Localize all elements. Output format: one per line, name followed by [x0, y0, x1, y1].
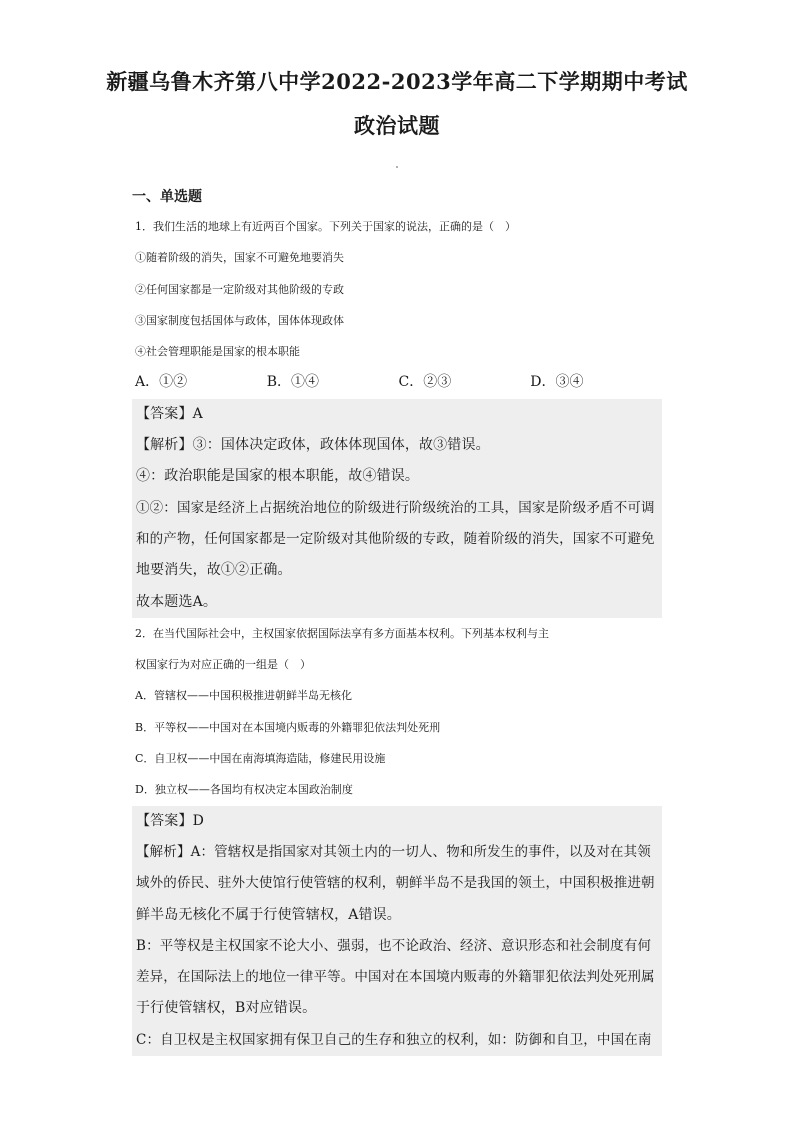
analysis-line: C：自卫权是主权国家拥有保卫自己的生存和独立的权利，如：防御和自卫，中国在南	[136, 1031, 652, 1048]
answer-line	[136, 806, 658, 837]
option-a: A．管辖权——中国积极推进朝鲜半岛无核化	[135, 689, 352, 703]
option-c: C．②③	[398, 374, 452, 391]
analysis-line: 差异，在国际法上的地位一律平等。中国对在本国境内贩毒的外籍罪犯依法判处死刑属	[136, 969, 655, 986]
analysis-line	[136, 430, 658, 461]
question-1	[132, 211, 662, 399]
option-d: D．独立权——各国均有权决定本国政治制度	[135, 783, 353, 797]
option-c: C．自卫权——中国在南海填海造陆，修建民用设施	[135, 752, 386, 766]
question-1-answer-block	[132, 399, 662, 618]
analysis-line: 域外的侨民、驻外大使馆行使管辖的权利，朝鲜半岛不是我国的领土，中国积极推进朝	[136, 875, 655, 892]
exam-content	[132, 183, 662, 1056]
option-a: A．①②	[135, 374, 188, 391]
decorative-dot	[396, 166, 398, 168]
question-1-stem: 1．我们生活的地球上有近两百个国家。下列关于国家的说法，正确的是（ ）	[135, 220, 516, 233]
exam-subject: 政治试题	[354, 113, 440, 138]
analysis-line: B：平等权是主权国家不论大小、强弱，也不论政治、经济、意识形态和社会制度有何	[136, 937, 652, 954]
question-1-options	[132, 367, 662, 398]
answer-label: 【答案】	[136, 405, 193, 422]
question-2	[132, 618, 662, 806]
answer-label: 【答案】	[136, 812, 193, 829]
option-b: B．平等权——中国对在本国境内贩毒的外籍罪犯依法判处死刑	[135, 720, 441, 734]
analysis-line: 鲜半岛无核化不属于行使管辖权，A错误。	[136, 906, 401, 923]
analysis-line: 地要消失，故①②正确。	[136, 562, 292, 579]
question-1-item: ①随着阶级的消失，国家不可避免地要消失	[135, 251, 344, 265]
question-2-answer-block	[132, 806, 662, 1056]
answer-value: A	[192, 405, 203, 422]
analysis-label: 【解析】	[136, 843, 191, 860]
question-2-stem: 权国家行为对应正确的一组是（ ）	[135, 658, 311, 672]
question-1-item: ④社会管理职能是国家的根本职能	[135, 345, 300, 359]
question-2-stem: 2．在当代国际社会中，主权国家依据国际法享有多方面基本权利。下列基本权利与主	[135, 626, 549, 640]
exam-title: 新疆乌鲁木齐第八中学2022-2023学年高二下学期期中考试	[106, 69, 688, 94]
section-heading: 一、单选题	[132, 189, 202, 205]
answer-line	[136, 399, 658, 430]
analysis-line: 于行使管辖权，B对应错误。	[136, 1000, 317, 1017]
analysis-line	[136, 837, 658, 868]
analysis-text: ③：国体决定政体，政体体现国体，故③错误。	[192, 437, 490, 454]
option-b: B．①④	[266, 374, 320, 391]
analysis-line: ④：政治职能是国家的根本职能，故④错误。	[136, 468, 419, 485]
analysis-line: 和的产物，任何国家都是一定阶级对其他阶级的专政，随着阶级的消失，国家不可避免	[136, 530, 655, 547]
analysis-line: ①②：国家是经济上占据统治地位的阶级进行阶级统治的工具，国家是阶级矛盾不可调	[136, 499, 655, 516]
question-1-item: ③国家制度包括国体与政体，国体体现政体	[135, 313, 344, 327]
question-1-item: ②任何国家都是一定阶级对其他阶级的专政	[135, 282, 344, 296]
analysis-line: 故本题选A。	[136, 593, 218, 610]
answer-value: D	[192, 812, 204, 829]
option-d: D．③④	[530, 374, 584, 391]
analysis-text: A：管辖权是指国家对其领土内的一切人、物和所发生的事件，以及对在其领	[190, 843, 651, 860]
analysis-label: 【解析】	[136, 437, 193, 454]
